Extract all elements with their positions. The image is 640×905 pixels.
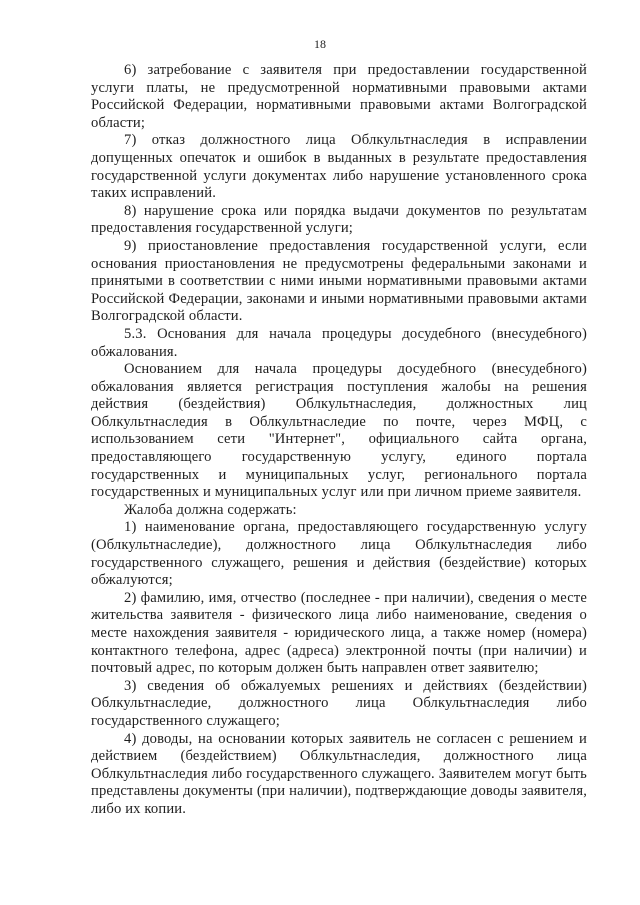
complaint-item-3: 3) сведения об обжалуемых решениях и действиях (бездействии) Облкультнаследие, должностного лица Облкультнаследия либо государственного служащего;: [91, 677, 587, 729]
section-heading-5-3: 5.3. Основания для начала процедуры досудебного (внесудебного) обжалования.: [91, 325, 587, 360]
document-body: [91, 62, 587, 819]
paragraph-item-6: 6) затребование с заявителя при предоставлении государственной услуги платы, не предусмотренной нормативными правовыми актами Российской Федерации, нормативными правовыми актами Волгоградской области;: [91, 62, 587, 131]
page-number: 18: [314, 37, 326, 51]
paragraph-item-8: 8) нарушение срока или порядка выдачи документов по результатам предоставления государственной услуги;: [91, 202, 587, 237]
complaint-item-4: 4) доводы, на основании которых заявитель не согласен с решением и действием (бездействием) Облкультнаследия, должностного лица Облкультнаследия либо государственного служащего. Заявителем могут быть представлены документы (при наличии), подтверждающие доводы заявителя, либо их копии.: [91, 730, 587, 817]
paragraph-item-7: 7) отказ должностного лица Облкультнаследия в исправлении допущенных опечаток и ошибок в выданных в результате предоставления государственной услуги документах либо нарушение установленного срока таких исправлений.: [91, 132, 587, 202]
complaint-item-1: 1) наименование органа, предоставляющего государственную услугу (Облкультнаследие), должностного лица Облкультнаследия либо государственного служащего, решения и действия (бездействие) которых обжалуются;: [91, 519, 587, 589]
paragraph-complaint-intro: Жалоба должна содержать:: [124, 501, 297, 518]
paragraph-item-9: 9) приостановление предоставления государственной услуги, если основания приостановления не предусмотрены федеральными законами и принятыми в соответствии с ними иными нормативными правовыми актами Российской Федерации, законами и иными нормативными правовыми актами Волгоградской области.: [91, 237, 587, 325]
complaint-item-2: 2) фамилию, имя, отчество (последнее - при наличии), сведения о месте жительства заявителя - физического лица либо наименование, сведения о месте нахождения заявителя - юридического лица, а также номер (номера) контактного телефона, адрес (адреса) электронной почты (при наличии) и почтовый адрес, по которым должен быть направлен ответ заявителю;: [91, 589, 587, 677]
paragraph-grounds: Основанием для начала процедуры досудебного (внесудебного) обжалования является регистрация поступления жалобы на решения действия (бездействия) Облкультнаследия, должностных лиц Облкультнаследия в Облкультнаследие по почте, через МФЦ, с использованием сети "Интернет", официального сайта органа, предоставляющего государственную услугу, единого портала государственных и муниципальных услуг, регионального портала государственных и муниципальных услуг или при личном приеме заявителя.: [91, 361, 587, 501]
